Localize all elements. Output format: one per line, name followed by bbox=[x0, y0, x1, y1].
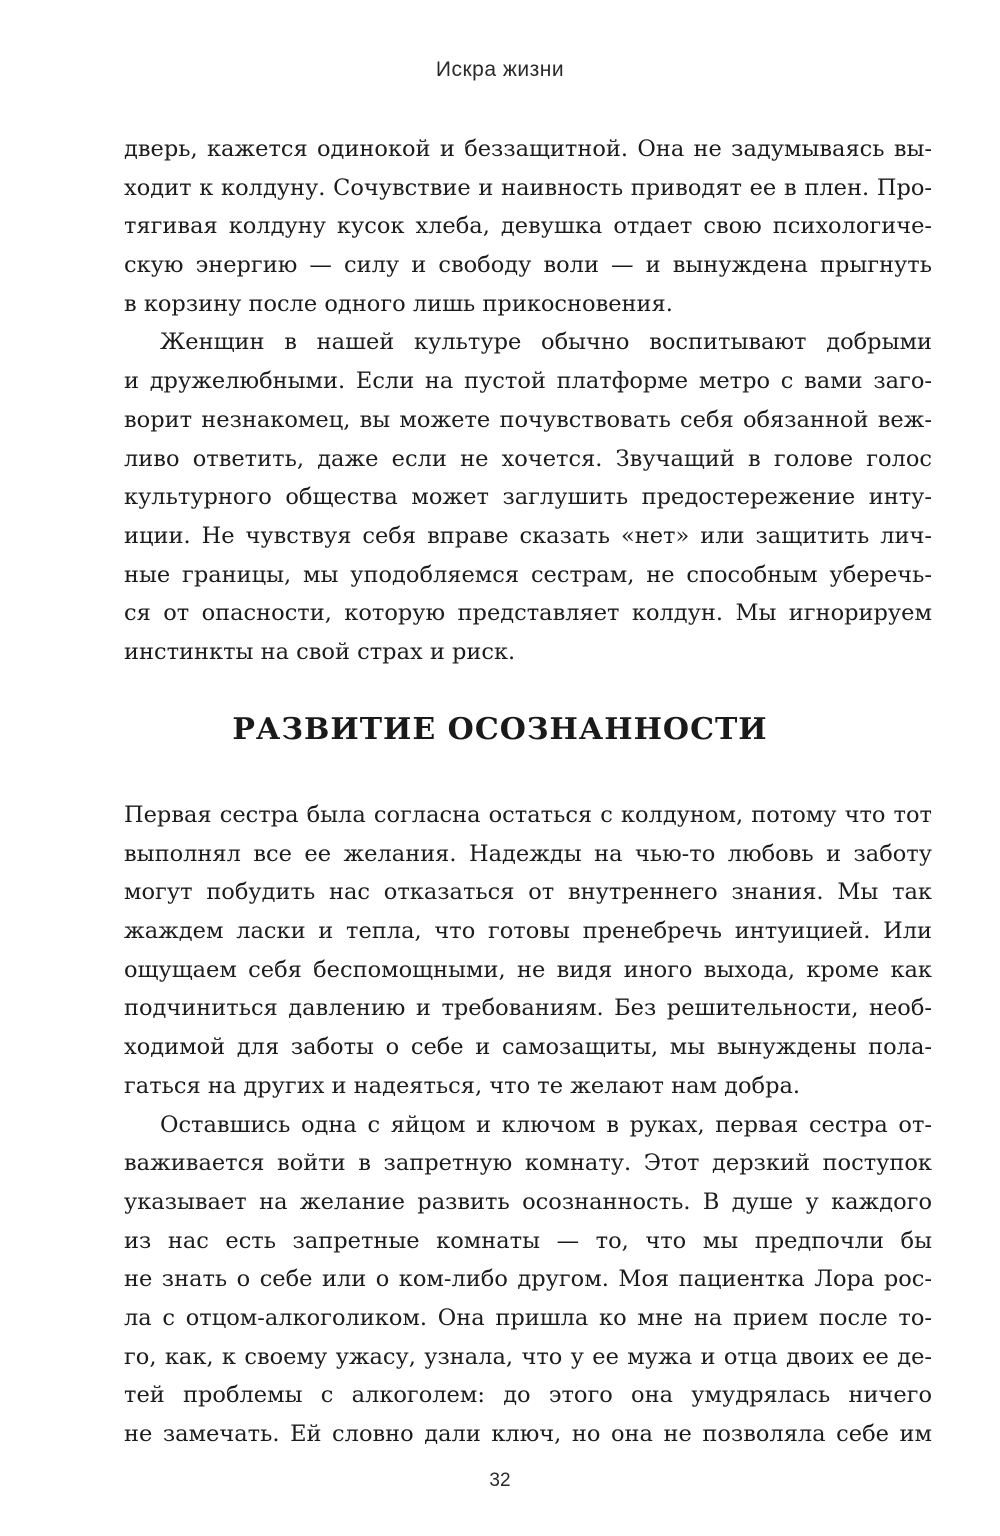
text-line: Женщин в нашей культуре обычно воспитывают добрыми bbox=[160, 329, 932, 356]
text-line: выполнял все ее желания. Надежды на чью-то любовь и заботу bbox=[124, 840, 932, 867]
text-line: указывает на желание развить осознанность. В душе у каждого bbox=[124, 1188, 932, 1215]
section-heading: РАЗВИТИЕ ОСОЗНАННОСТИ bbox=[232, 712, 768, 747]
text-line: дверь, кажется одинокой и беззащитной. Она не задумываясь вы- bbox=[124, 136, 932, 162]
text-line: из нас есть запретные комнаты — то, что мы предпочли бы bbox=[124, 1227, 932, 1254]
text-line: жаждем ласки и тепла, что готовы пренебречь интуицией. Или bbox=[124, 918, 932, 945]
text-line: могут побудить нас отказаться от внутреннего знания. Мы так bbox=[124, 879, 932, 906]
text-line: Первая сестра была согласна остаться с колдуном, потому что тот bbox=[124, 802, 932, 828]
text-line: не знать о себе или о ком-либо другом. Моя пациентка Лора рос- bbox=[124, 1266, 932, 1293]
text-line: ходимой для заботы о себе и самозащиты, мы вынуждены пола- bbox=[124, 1034, 932, 1061]
text-line: не замечать. Ей словно дали ключ, но она не позволяла себе им bbox=[124, 1421, 932, 1447]
text-line: тей проблемы с алкоголем: до этого она умудрялась ничего bbox=[124, 1382, 932, 1409]
text-line: Оставшись одна с яйцом и ключом в руках, первая сестра от- bbox=[160, 1111, 932, 1138]
text-line: ливо ответить, даже если не хочется. Звучащий в голове голос bbox=[124, 445, 932, 472]
text-line: ворит незнакомец, вы можете почувствовать себя обязанной веж- bbox=[124, 406, 932, 433]
running-head: Искра жизни bbox=[435, 58, 565, 81]
text-block-lower bbox=[124, 796, 932, 1454]
text-line: тягивая колдуну кусок хлеба, девушка отдает свою психологиче- bbox=[124, 213, 932, 240]
text-block-upper bbox=[124, 130, 932, 672]
text-line: и дружелюбными. Если на пустой платформе метро с вами заго- bbox=[124, 368, 932, 395]
text-line: ся от опасности, которую представляет колдун. Мы игнорируем bbox=[124, 600, 932, 627]
text-line: инстинкты на свой страх и риск. bbox=[124, 638, 516, 665]
text-line: ходит к колдуну. Сочувствие и наивность приводят ее в плен. Про- bbox=[124, 174, 932, 201]
text-line: ощущаем себя беспомощными, не видя иного выхода, кроме как bbox=[124, 956, 932, 983]
page-number: 32 bbox=[489, 1470, 511, 1491]
text-line: ла с отцом-алкоголиком. Она пришла ко мне на прием после то- bbox=[124, 1304, 932, 1331]
text-line: в корзину после одного лишь прикосновения. bbox=[124, 290, 673, 317]
text-line: скую энергию — силу и свободу воли — и вынуждена прыгнуть bbox=[124, 252, 932, 279]
text-line: ные границы, мы уподобляемся сестрам, не способным уберечь- bbox=[124, 561, 932, 588]
text-line: иции. Не чувствуя себя вправе сказать «нет» или защитить лич- bbox=[124, 522, 932, 549]
text-line: культурного общества может заглушить предостережение инту- bbox=[124, 484, 932, 511]
text-line: го, как, к своему ужасу, узнала, что у ее мужа и отца двоих ее де- bbox=[124, 1343, 932, 1370]
text-line: гаться на других и надеяться, что те желают нам добра. bbox=[124, 1072, 801, 1099]
text-line: подчиниться давлению и требованиям. Без решительности, необ- bbox=[124, 995, 932, 1022]
text-line: важивается войти в запретную комнату. Этот дерзкий поступок bbox=[124, 1150, 932, 1177]
